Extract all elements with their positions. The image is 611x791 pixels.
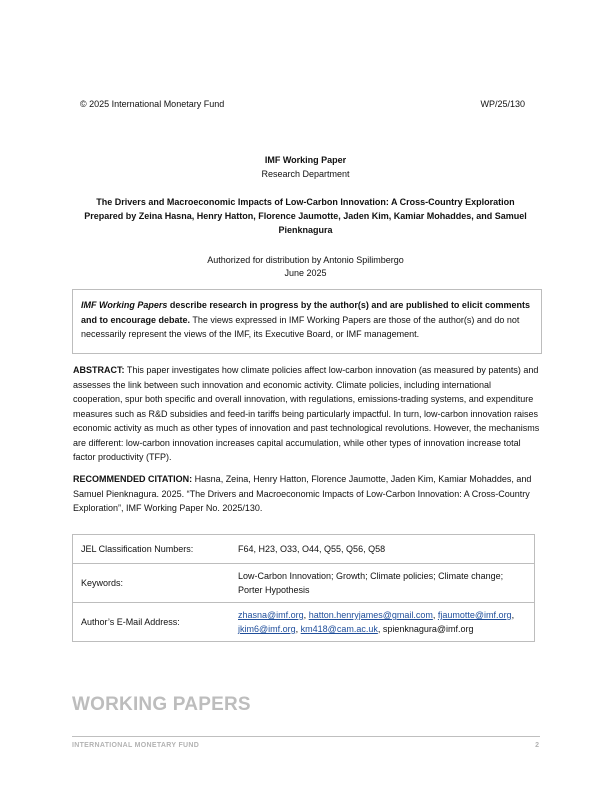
series-title: IMF Working Paper (264, 155, 347, 165)
abstract-text: This paper investigates how climate policies affect low-carbon innovation (as measured by patents) and assesses the link between such innovation and economic activity. Climate policies, including international cooperation, spur both specific and overall innovation, with regulations, emissions-trading systems, and expenditure measures such as R&D subsidies and feed-in tariffs being particularly impactful. In turn, low-carbon innovation raises economic activity as much as other types of innovation and past technological revolutions. However, the mechanisms are different: low-carbon innovation increases capital accumulation, while other types of innovation increase total factor productivity (TFP). (73, 365, 540, 462)
series-banner: WORKING PAPERS (72, 694, 251, 715)
paper-number: WP/25/130 (480, 99, 525, 109)
citation-label: RECOMMENDED CITATION: (73, 474, 193, 484)
citation-text: Hasna, Zeina, Henry Hatton, Florence Jaumotte, Jaden Kim, Kamiar Mohaddes, and Samuel Pienknagura. 2025. “The Drivers and Macroeconomic Impacts of Low-Carbon Innovation: A Cross-Country Exploration”, IMF Working Paper No. 2025/130. (73, 474, 532, 513)
prepared-by: Prepared by Zeina Hasna, Henry Hatton, Florence Jaumotte, Jaden Kim, Kamiar Mohaddes, and Samuel Pienknagura (84, 211, 527, 235)
footer-publisher: INTERNATIONAL MONETARY FUND (72, 742, 200, 749)
copyright-notice: © 2025 International Monetary Fund (80, 99, 225, 109)
metadata-table (72, 534, 535, 642)
email-link[interactable]: fjaumotte@imf.org (437, 610, 512, 620)
paper-title: The Drivers and Macroeconomic Impacts of Low-Carbon Innovation: A Cross-Country Exploration (96, 197, 515, 207)
footer-divider (72, 736, 540, 737)
email-label: Author’s E-Mail Address: (73, 603, 231, 642)
disclaimer-bold: describe research in progress by the author(s) and are published to elicit comments and to encourage debate. (81, 300, 530, 325)
separator: , (377, 624, 383, 634)
email-value (230, 603, 535, 642)
department: Research Department (261, 169, 350, 179)
table-row-keywords (73, 564, 535, 603)
separator: , (303, 610, 309, 620)
disclaimer-text: The views expressed in IMF Working Papers are those of the author(s) and do not necessarily represent the views of the IMF, its Executive Board, or IMF management. (81, 314, 520, 339)
email-link[interactable]: zhasna@imf.org (238, 610, 304, 620)
keywords-value: Low-Carbon Innovation; Growth; Climate policies; Climate change; Porter Hypothesis (230, 564, 535, 603)
separator: , (511, 610, 515, 620)
disclaimer-lead: IMF Working Papers (81, 300, 168, 310)
email-link[interactable]: hatton.henryjames@gmail.com (308, 610, 433, 620)
separator: , (295, 624, 301, 634)
email-plain: spienknagura@imf.org (382, 624, 474, 634)
jel-label: JEL Classification Numbers: (73, 535, 231, 564)
separator: , (432, 610, 438, 620)
table-row-jel (73, 535, 535, 564)
table-row-emails (73, 603, 535, 642)
abstract-label: ABSTRACT: (73, 365, 125, 375)
email-link[interactable]: jkim6@imf.org (238, 624, 296, 634)
email-link[interactable]: km418@cam.ac.uk (300, 624, 378, 634)
disclaimer-box (72, 289, 542, 354)
authorization-line: Authorized for distribution by Antonio Spilimbergo (207, 255, 404, 265)
jel-value: F64, H23, O33, O44, Q55, Q56, Q58 (230, 535, 535, 564)
publication-date: June 2025 (284, 268, 327, 278)
abstract (73, 363, 543, 465)
recommended-citation (73, 472, 543, 516)
paper-title-block (70, 195, 541, 237)
page-number: 2 (535, 742, 539, 749)
keywords-label: Keywords: (73, 564, 231, 603)
